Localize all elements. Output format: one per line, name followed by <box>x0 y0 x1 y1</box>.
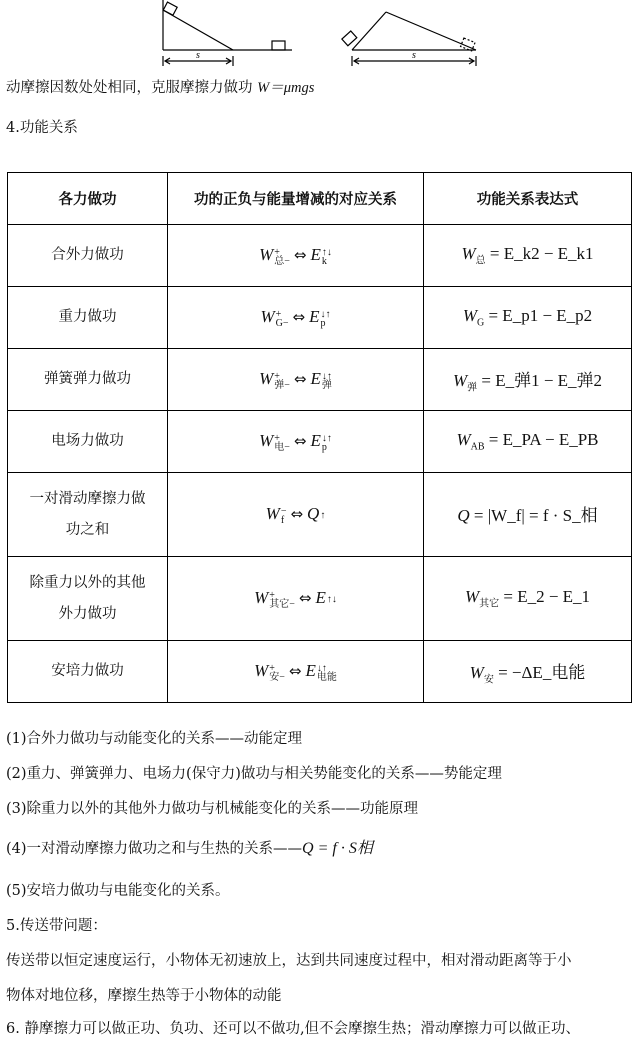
energy-sub: p <box>321 441 327 453</box>
relation-formula <box>254 661 337 683</box>
note-5: (5)安培力做功与电能变化的关系。 <box>6 883 230 899</box>
work-sign <box>274 372 290 390</box>
relation-formula <box>259 431 332 453</box>
expression-lhs-sub: 安 <box>483 674 494 686</box>
work-sup: + <box>275 308 282 320</box>
work-symbol: W <box>259 369 274 389</box>
header-force: 各力做功 <box>8 173 168 225</box>
force-label: 功之和 <box>65 521 110 538</box>
work-sub-sign: − <box>284 379 290 391</box>
force-label: 除重力以外的其他 <box>29 574 146 591</box>
energy-symbol: E <box>309 307 320 327</box>
energy-change <box>322 372 332 390</box>
relation-cell <box>168 641 424 703</box>
expression-formula <box>461 244 594 267</box>
work-symbol: W <box>254 661 269 681</box>
expression-rhs: = E_2 − E_1 <box>503 587 591 607</box>
force-label: 电场力做功 <box>51 433 124 449</box>
expression-lhs-sub: G <box>476 317 485 329</box>
header-expression: 功能关系表达式 <box>424 173 632 225</box>
work-sub: 安 <box>269 671 280 683</box>
section-6-text: 6. 静摩擦力可以做正功、负功、还可以不做功,但不会摩擦生热；滑动摩擦力可以做正功、 <box>6 1021 581 1037</box>
section-5-body-1: 传送带以恒定速度运行，小物体无初速放上，达到共同速度过程中，相对滑动距离等于小 <box>6 953 572 969</box>
work-sign <box>274 434 290 452</box>
expression-formula <box>456 430 599 453</box>
expression-cell <box>424 225 632 287</box>
energy-change <box>317 664 337 682</box>
equiv-arrow-icon: ⇔ <box>290 505 304 524</box>
expression-formula <box>457 506 597 525</box>
expression-cell <box>424 411 632 473</box>
note-3: (3)除重力以外的其他外力做功与机械能变化的关系——功能原理 <box>6 801 419 817</box>
energy-change <box>327 595 337 604</box>
equiv-arrow-icon: ⇔ <box>292 308 306 327</box>
force-label: 安培力做功 <box>51 663 124 679</box>
force-label: 重力做功 <box>58 309 117 325</box>
table-row <box>8 473 632 557</box>
expression-formula <box>462 306 593 329</box>
work-sub-sign: − <box>284 255 290 267</box>
relation-formula <box>265 504 326 526</box>
intro-text: 动摩擦因数处处相同，克服摩擦力做功 <box>6 80 253 96</box>
relation-cell <box>168 225 424 287</box>
expression-rhs: = E_弹1 − E_弹2 <box>481 370 603 390</box>
energy-change <box>322 434 332 452</box>
expression-cell <box>424 641 632 703</box>
equiv-arrow-icon: ⇔ <box>293 246 307 265</box>
work-sup: + <box>274 370 280 382</box>
work-sub: 其它 <box>269 598 290 610</box>
force-label: 一对滑动摩擦力做 <box>29 490 146 507</box>
force-cell <box>8 557 168 641</box>
expression-lhs-sub: 其它 <box>479 598 500 610</box>
work-symbol: W <box>260 307 275 327</box>
table-row <box>8 411 632 473</box>
energy-sub: p <box>320 317 326 329</box>
expression-lhs: W <box>456 430 471 450</box>
work-sub-sign: − <box>284 441 290 453</box>
expression-lhs: W <box>462 306 477 326</box>
energy-arrows: ↓↑ <box>321 370 332 382</box>
table-row <box>8 557 632 641</box>
section-5-title: 5.传送带问题： <box>6 918 107 934</box>
relation-cell <box>168 287 424 349</box>
energy-symbol: E <box>315 588 326 608</box>
work-sub-sign: − <box>289 598 295 610</box>
note-1: (1)合外力做功与动能变化的关系——动能定理 <box>6 731 303 747</box>
expression-rhs: = −ΔE_电能 <box>498 662 586 682</box>
expression-lhs-sub: AB <box>470 441 485 453</box>
note-4 <box>6 839 373 859</box>
work-sup: + <box>274 432 280 444</box>
work-sign <box>269 664 285 682</box>
energy-arrows: ↓↑ <box>316 662 327 674</box>
work-sup: − <box>280 505 287 517</box>
table-row <box>8 287 632 349</box>
relation-cell <box>168 349 424 411</box>
relation-formula <box>254 588 337 610</box>
energy-sub: 电能 <box>316 671 337 683</box>
energy-symbol: E <box>310 369 321 389</box>
energy-symbol: Q <box>307 504 320 524</box>
expression-lhs-sub: 弹 <box>467 382 478 394</box>
expression-cell <box>424 287 632 349</box>
work-sign <box>274 248 290 266</box>
intro-formula: W＝μmgs <box>257 80 315 96</box>
work-energy-table <box>7 172 632 703</box>
energy-arrows: ↑↓ <box>326 594 337 606</box>
work-symbol: W <box>254 588 269 608</box>
expression-cell <box>424 349 632 411</box>
expression-lhs: W <box>452 370 468 390</box>
expression-formula <box>452 370 603 394</box>
expression-formula <box>469 662 586 686</box>
energy-symbol: E <box>310 431 321 451</box>
force-cell <box>8 473 168 557</box>
note-4-formula: Q = f · S相 <box>302 840 373 857</box>
relation-cell <box>168 411 424 473</box>
work-symbol: W <box>259 245 274 265</box>
energy-change <box>320 511 325 520</box>
expression-rhs: = E_k2 − E_k1 <box>489 244 594 264</box>
expression-cell <box>424 473 632 557</box>
table-header-row <box>8 173 632 225</box>
energy-symbol: E <box>310 245 321 265</box>
table-row <box>8 641 632 703</box>
work-sub: f <box>280 514 285 526</box>
section-5-body-2: 物体对地位移，摩擦生热等于小物体的动能 <box>6 988 282 1004</box>
energy-change <box>321 310 331 328</box>
force-label: 合外力做功 <box>51 247 124 263</box>
relation-cell <box>168 557 424 641</box>
expression-cell <box>424 557 632 641</box>
relation-formula <box>260 307 331 329</box>
work-sub-sign: − <box>279 671 285 683</box>
work-sub: 电 <box>274 441 285 453</box>
left-incline-figure <box>163 0 292 66</box>
section-4-title: 4.功能关系 <box>6 120 78 136</box>
work-sub: G <box>275 317 283 329</box>
equiv-arrow-icon: ⇔ <box>298 589 312 608</box>
work-symbol: W <box>259 431 274 451</box>
intro-line <box>6 78 314 98</box>
expression-lhs: W <box>469 662 484 682</box>
note-2: (2)重力、弹簧弹力、电场力(保守力)做功与相关势能变化的关系——势能定理 <box>6 766 502 782</box>
work-sub-sign: − <box>282 317 289 329</box>
work-symbol: W <box>265 504 280 524</box>
force-label: 外力做功 <box>58 605 117 622</box>
energy-sub: 弹 <box>321 379 332 391</box>
force-cell <box>8 287 168 349</box>
force-cell <box>8 641 168 703</box>
expression-lhs: W <box>461 244 476 264</box>
work-sign <box>276 310 289 328</box>
force-cell <box>8 225 168 287</box>
work-sup: + <box>269 589 275 601</box>
work-sub: 总 <box>274 255 285 267</box>
expression-rhs: = |W_f| = f · S_相 <box>473 505 598 525</box>
force-cell <box>8 411 168 473</box>
note-4-text: (4)一对滑动摩擦力做功之和与生热的关系—— <box>6 841 303 857</box>
relation-formula <box>259 369 332 391</box>
expression-lhs: W <box>464 587 480 607</box>
work-sign <box>269 591 295 609</box>
energy-change <box>322 248 332 266</box>
equiv-arrow-icon: ⇔ <box>293 370 307 389</box>
force-label: 弹簧弹力做功 <box>44 371 131 387</box>
expression-formula <box>464 587 591 610</box>
force-cell <box>8 349 168 411</box>
energy-arrows: ↑ <box>320 510 326 522</box>
table-row <box>8 349 632 411</box>
energy-sub: k <box>321 255 327 267</box>
expression-rhs: = E_p1 − E_p2 <box>488 306 593 326</box>
work-sub: 弹 <box>274 379 285 391</box>
expression-lhs-sub: 总 <box>475 255 486 267</box>
relation-formula <box>259 245 332 267</box>
equiv-arrow-icon: ⇔ <box>288 662 302 681</box>
energy-arrows: ↑↓ <box>321 246 332 258</box>
energy-arrows: ↓↑ <box>320 308 331 320</box>
expression-rhs: = E_PA − E_PB <box>488 430 599 450</box>
work-sup: + <box>269 662 275 674</box>
energy-arrows: ↓↑ <box>321 432 332 444</box>
header-relation: 功的正负与能量增减的对应关系 <box>168 173 424 225</box>
incline-diagrams <box>0 0 640 72</box>
equiv-arrow-icon: ⇔ <box>293 432 307 451</box>
left-s-label: s <box>196 50 200 61</box>
relation-cell <box>168 473 424 557</box>
table-row <box>8 225 632 287</box>
right-s-label: s <box>412 50 416 61</box>
right-incline-figure <box>342 12 476 66</box>
energy-symbol: E <box>305 661 316 681</box>
work-sup: + <box>274 246 280 258</box>
expression-lhs: Q <box>457 505 470 525</box>
